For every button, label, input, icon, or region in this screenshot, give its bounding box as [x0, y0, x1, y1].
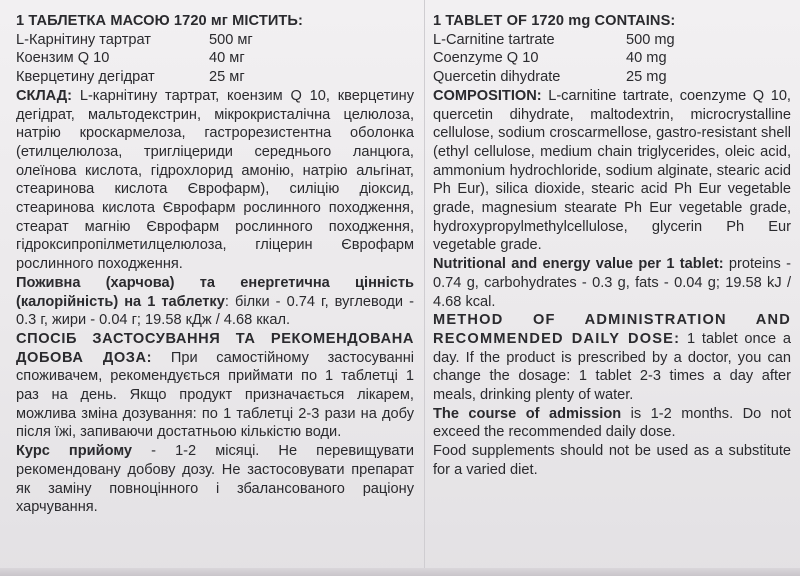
en-ingredient-name: Quercetin dihydrate [433, 69, 561, 86]
ua-ingredient-amount: 500 мг [209, 31, 253, 48]
en-nutrition-heading: Nutritional and energy value per 1 tablet: [433, 256, 724, 273]
ua-ingredient-row [16, 31, 414, 50]
ua-ingredient-row [16, 49, 414, 68]
en-method-heading: METHOD OF ADMINISTRATION AND RECOMMENDED DAILY DOSE: [433, 312, 791, 347]
en-nutrition-text: proteins - 0.74 g, carbohydrates - 0.3 g, fats - 0.04 g; 19.58 kJ / 4.68 kcal. [433, 256, 791, 310]
en-ingredient-row [433, 49, 791, 68]
en-composition-heading: COMPOSITION: [433, 87, 542, 104]
en-ingredient-amount: 40 mg [626, 50, 667, 67]
ua-ingredient-name: Кверцетину дегідрат [16, 69, 155, 86]
ua-method [16, 330, 414, 442]
en-supplement-note: Food supplements should not be used as a substitute for a varied diet. [433, 443, 791, 478]
ua-course [16, 442, 414, 517]
en-course [433, 405, 791, 442]
ua-ingredient-row [16, 68, 414, 87]
en-method-text: 1 tablet once a day. If the product is prescribed by a doctor, you can change the dosage: 1 tablet 2-3 times a day after meals, drinking plenty of water. [433, 330, 791, 404]
en-title: 1 TABLET OF 1720 mg CONTAINS: [433, 13, 676, 29]
ua-ingredient-amount: 25 мг [209, 69, 245, 86]
en-ingredient-row [433, 31, 791, 50]
ua-course-text: - 1-2 місяці. Не перевищувати рекомендовану добову дозу. Не застосовувати препарат як заміну повноцінного і збалансованого раціону харчування. [16, 443, 415, 516]
en-course-text: is 1-2 months. Do not exceed the recommended daily dose. [433, 405, 792, 441]
en-ingredient-amount: 25 mg [626, 69, 667, 86]
en-nutrition [433, 255, 791, 311]
en-composition [433, 87, 791, 255]
ukrainian-column [16, 12, 414, 517]
ua-title: 1 ТАБЛЕТКА МАСОЮ 1720 мг МІСТИТЬ: [16, 13, 303, 29]
en-composition-text: L-carnitine tartrate, coenzyme Q 10, quercetin dihydrate, maltodextrin, microcrystalline cellulose, sodium croscarmellose, gastro-resistant shell (ethyl cellulose, medium chain triglycerides, oleic acid, ammonium hydrochloride, sodium alginate, stearic acid Ph Eur), silica dioxide, stearic acid Ph Eur vegetable grade, magnesium stearate Ph Eur vegetable grade, hydroxypropylmethylcellulose, glycerin Ph Eur vegetable grade. [433, 87, 791, 254]
en-method [433, 311, 791, 405]
ua-ingredient-amount: 40 мг [209, 50, 245, 67]
ua-ingredient-name: L-Карнітину тартрат [16, 31, 151, 48]
en-ingredient-name: L-Carnitine tartrate [433, 31, 555, 48]
ua-nutrition [16, 274, 414, 330]
en-ingredient-row [433, 68, 791, 87]
en-ingredient-name: Coenzyme Q 10 [433, 50, 539, 67]
ua-composition-heading: СКЛАД: [16, 87, 73, 104]
ua-composition-text: L-карнітину тартрат, коензим Q 10, кверцетину дегідрат, мальтодекстрин, мікрокристалічна целюлоза, натрію кроскармелоза, гастрорезистентна оболонка (етилцелюлоза, тригліцериди середнього ланцюга, олеїнова кислота, гідрохлорид амонію, натрію альгінат, стеаринова кислота Єврофарм), силіцію діоксид, стеаринова кислота Єврофарм рослинного походження, стеарат магнію Єврофарм рослинного походження, гідроксипропілметилцелюлоза, гліцерин Єврофарм рослинного походження. [16, 87, 414, 273]
column-divider [424, 0, 425, 576]
english-column [433, 12, 791, 480]
en-ingredient-amount: 500 mg [626, 31, 675, 48]
ua-course-heading: Курс прийому [16, 443, 133, 460]
ua-nutrition-heading: Поживна (харчова) та енергетична цінність (калорійність) на 1 таблетку [16, 274, 414, 310]
ua-nutrition-text: : білки - 0.74 г, вуглеводи - 0.3 г, жири - 0.04 г; 19.58 кДж / 4.68 ккал. [16, 293, 414, 329]
ua-method-heading: СПОСІБ ЗАСТОСУВАННЯ ТА РЕКОМЕНДОВАНА ДОБОВА ДОЗА: [16, 330, 414, 366]
ua-composition [16, 87, 414, 274]
ua-method-text: При самостійному застосуванні споживачем, рекомендується приймати по 1 таблетці 1 раз на день. Якщо продукт призначається лікарем, можлива зміна дозування: по 1 таблетці 2-3 рази на добу після їжі, запиваючи достатньою кількістю води. [16, 349, 415, 441]
bottom-edge [0, 568, 800, 576]
ua-ingredient-name: Коензим Q 10 [16, 50, 110, 67]
en-course-heading: The course of admission [433, 405, 622, 422]
